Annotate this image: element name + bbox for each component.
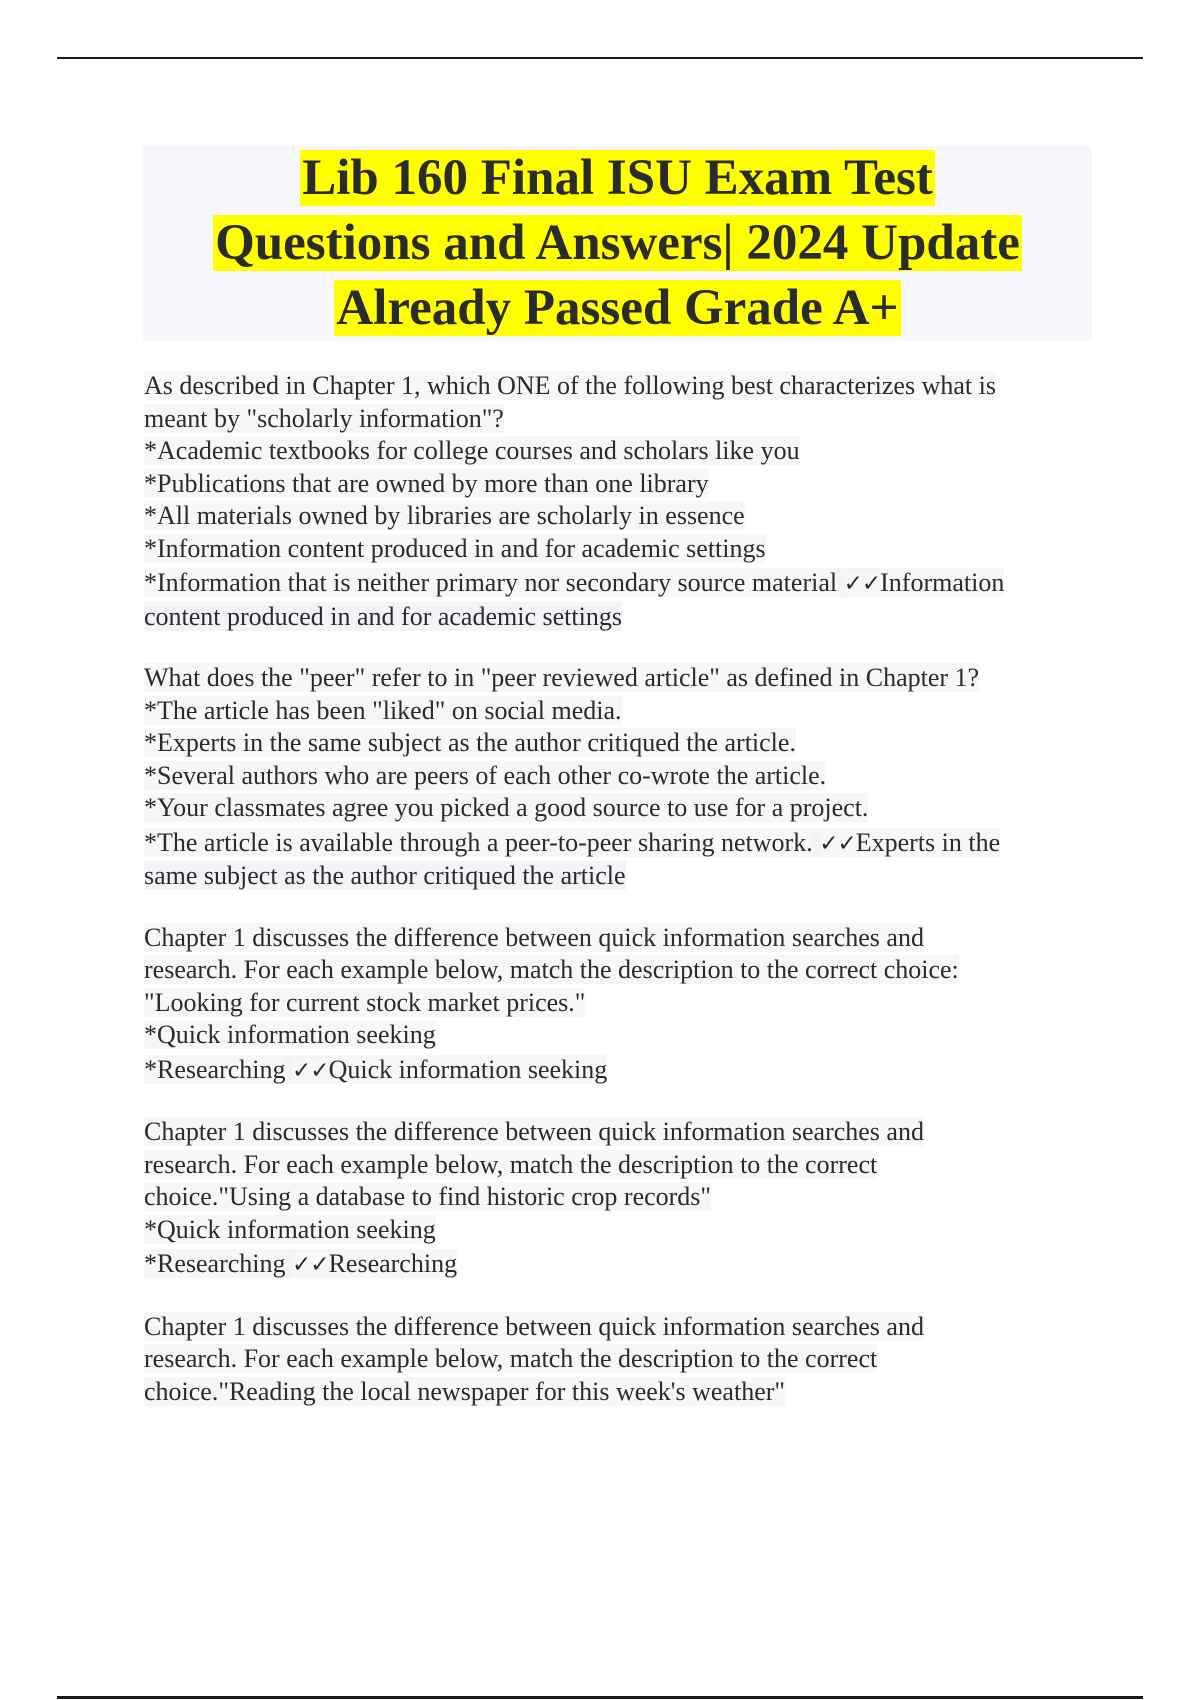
answer-option: *Quick information seeking bbox=[144, 1214, 436, 1244]
question-block bbox=[144, 1311, 1104, 1409]
answer-text: Researching bbox=[328, 1249, 458, 1278]
title-line: Already Passed Grade A+ bbox=[336, 280, 899, 336]
question-list bbox=[144, 370, 1104, 1437]
question-text: Chapter 1 discusses the difference between quick information searches and bbox=[144, 922, 924, 952]
question-text: research. For each example below, match the description to the correct bbox=[144, 1149, 878, 1179]
question-text: research. For each example below, match the description to the correct bbox=[144, 1344, 878, 1373]
answer-text: Quick information seeking bbox=[328, 1054, 608, 1084]
question-block bbox=[144, 370, 1104, 633]
answer-option: *Your classmates agree you picked a good source to use for a project. bbox=[144, 793, 869, 822]
question-block bbox=[144, 662, 1104, 893]
answer-option: *Quick information seeking bbox=[144, 1020, 436, 1049]
answer-text: content produced in and for academic settings bbox=[144, 601, 622, 631]
answer-option: *The article is available through a peer-to-peer sharing network. bbox=[144, 827, 813, 857]
answer-option: *Several authors who are peers of each other co-wrote the article. bbox=[144, 760, 827, 790]
title-line: Lib 160 Final ISU Exam Test bbox=[302, 150, 933, 206]
correct-answer bbox=[144, 1054, 1104, 1088]
answer-option: *The article has been "liked" on social media. bbox=[144, 695, 622, 725]
question-text: choice."Using a database to find historic crop records" bbox=[144, 1182, 712, 1211]
document-title bbox=[143, 146, 1092, 341]
answer-text: same subject as the author critiqued the article bbox=[144, 861, 626, 890]
double-check-icon: ✓✓ bbox=[819, 830, 856, 857]
question-text: Chapter 1 discusses the difference between quick information searches and bbox=[144, 1117, 924, 1146]
correct-answer bbox=[144, 827, 1104, 893]
question-block bbox=[144, 922, 1104, 1088]
answer-option: *Researching bbox=[144, 1249, 286, 1278]
double-check-icon: ✓✓ bbox=[843, 571, 881, 597]
answer-option: *Researching bbox=[144, 1054, 286, 1084]
double-check-icon: ✓✓ bbox=[292, 1252, 329, 1278]
question-block bbox=[144, 1116, 1104, 1282]
answer-option: *Experts in the same subject as the author critiqued the article. bbox=[144, 728, 796, 757]
question-text: As described in Chapter 1, which ONE of the following best characterizes what is bbox=[144, 371, 996, 400]
answer-option: *Publications that are owned by more than one library bbox=[144, 468, 709, 498]
bottom-rule bbox=[57, 1696, 1143, 1699]
question-text: What does the "peer" refer to in "peer reviewed article" as defined in Chapter 1? bbox=[144, 663, 980, 692]
answer-option: *Information that is neither primary nor secondary source material bbox=[144, 568, 838, 597]
question-text: choice."Reading the local newspaper for this week's weather" bbox=[144, 1376, 785, 1406]
correct-answer bbox=[144, 1248, 1104, 1282]
correct-answer bbox=[144, 567, 1104, 633]
answer-option: *Information content produced in and for academic settings bbox=[144, 533, 766, 563]
answer-option: *Academic textbooks for college courses and scholars like you bbox=[144, 436, 800, 465]
answer-option: *All materials owned by libraries are scholarly in essence bbox=[144, 501, 745, 530]
title-line: Questions and Answers| 2024 Update bbox=[215, 215, 1020, 271]
answer-text: Information bbox=[880, 568, 1005, 597]
question-text: meant by "scholarly information"? bbox=[144, 403, 504, 433]
question-text: "Looking for current stock market prices." bbox=[144, 987, 586, 1017]
answer-text: Experts in the bbox=[855, 827, 1001, 857]
question-text: Chapter 1 discusses the difference between quick information searches and bbox=[144, 1311, 924, 1341]
top-rule bbox=[57, 57, 1143, 59]
double-check-icon: ✓✓ bbox=[292, 1057, 329, 1084]
question-text: research. For each example below, match the description to the correct choice: bbox=[144, 955, 959, 984]
